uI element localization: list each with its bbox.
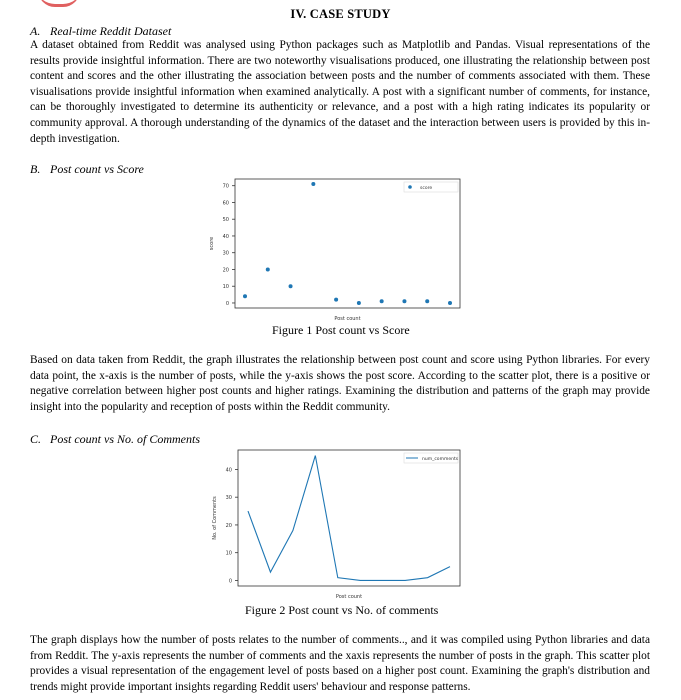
y-tick-label: 10 <box>225 550 232 557</box>
data-point <box>357 301 361 305</box>
figure-1-caption: Figure 1 Post count vs Score <box>272 323 410 337</box>
y-tick-label: 0 <box>225 300 229 307</box>
y-tick-label: 30 <box>225 495 232 502</box>
y-tick-label: 60 <box>222 200 229 207</box>
y-tick-label: 20 <box>225 522 232 529</box>
comments-line-chart <box>200 444 470 601</box>
header-decoration <box>38 0 80 7</box>
data-point <box>380 299 384 303</box>
subsection-a-heading <box>30 24 171 39</box>
y-axis-label: No. of Comments <box>212 496 218 540</box>
data-point <box>311 182 315 186</box>
y-tick-label: 0 <box>228 578 232 585</box>
paragraph-c: The graph displays how the number of posts relates to the number of comments.., and it was compiled using Python libraries and data from Reddit. The y-axis represents the number of comments and the xaxis represents the number of posts in the graph. This scatter plot provides a visual representation of the engagement level of posts based on a higher post count. Examining the graph's distribution and trends might provide important insights regarding Reddit users' behaviour and response patterns. <box>30 634 650 693</box>
y-tick-label: 30 <box>222 250 229 257</box>
series-line <box>248 456 450 581</box>
subsection-a-title: Real-time Reddit Dataset <box>50 24 172 38</box>
data-point <box>243 294 247 298</box>
subsection-b-number: B. <box>30 162 41 176</box>
paragraph-b: Based on data taken from Reddit, the graph illustrates the relationship between post count and score using Python libraries. For every data point, the x-axis is the number of posts, while the y-axis shows the post score. According to the scatter plot, there is a positive or negative correlation between higher post counts and higher ratings. Examining the distribution and patterns of the graph may provide insight into the popularity and reception of posts within the Reddit community. <box>30 354 650 413</box>
data-point <box>402 299 406 303</box>
subsection-c-heading <box>30 432 200 447</box>
legend-label: num_comments <box>422 456 459 462</box>
subsection-b-title: Post count vs Score <box>50 162 144 176</box>
plot-frame <box>235 179 460 308</box>
x-axis-label: Post count <box>335 594 363 600</box>
section-title: IV. CASE STUDY <box>290 7 391 21</box>
data-point <box>425 299 429 303</box>
subsection-c-number: C. <box>30 432 42 446</box>
data-point <box>266 267 270 271</box>
data-point <box>289 284 293 288</box>
data-point <box>448 301 452 305</box>
legend-label: score <box>420 185 433 191</box>
y-tick-label: 70 <box>222 183 229 190</box>
y-tick-label: 20 <box>222 267 229 274</box>
legend-marker <box>408 185 412 189</box>
y-tick-label: 50 <box>222 217 229 224</box>
paragraph-a: A dataset obtained from Reddit was analysed using Python packages such as Matplotlib and Pandas. Visual representations of the results provide insightful information. There are two noteworthy visualisations produced, one illustrating the relationship between post content and scores and the other illustrating the association between posts and the number of comments associated with them. These visualisations provide insightful information when examined analytically. A post with a significant number of comments, for instance, can be thoroughly investigated to determine its authenticity or relevance, and a post with a high rating indicates its popularity or community approval. A thorough understanding of the dynamics of the dataset and the interaction between users is provided by this in-depth investigation. <box>30 39 650 145</box>
score-scatter-chart <box>200 176 470 322</box>
subsection-c-title: Post count vs No. of Comments <box>50 432 200 446</box>
subsection-b-heading <box>30 162 144 177</box>
figure-2-caption: Figure 2 Post count vs No. of comments <box>245 603 439 617</box>
y-tick-label: 40 <box>222 233 229 240</box>
x-axis-label: Post count <box>334 316 361 322</box>
y-tick-label: 10 <box>222 284 229 291</box>
subsection-a-number: A. <box>30 24 41 38</box>
plot-frame <box>238 450 460 586</box>
y-tick-label: 40 <box>225 467 232 474</box>
y-axis-label: score <box>209 236 215 251</box>
data-point <box>334 298 338 302</box>
